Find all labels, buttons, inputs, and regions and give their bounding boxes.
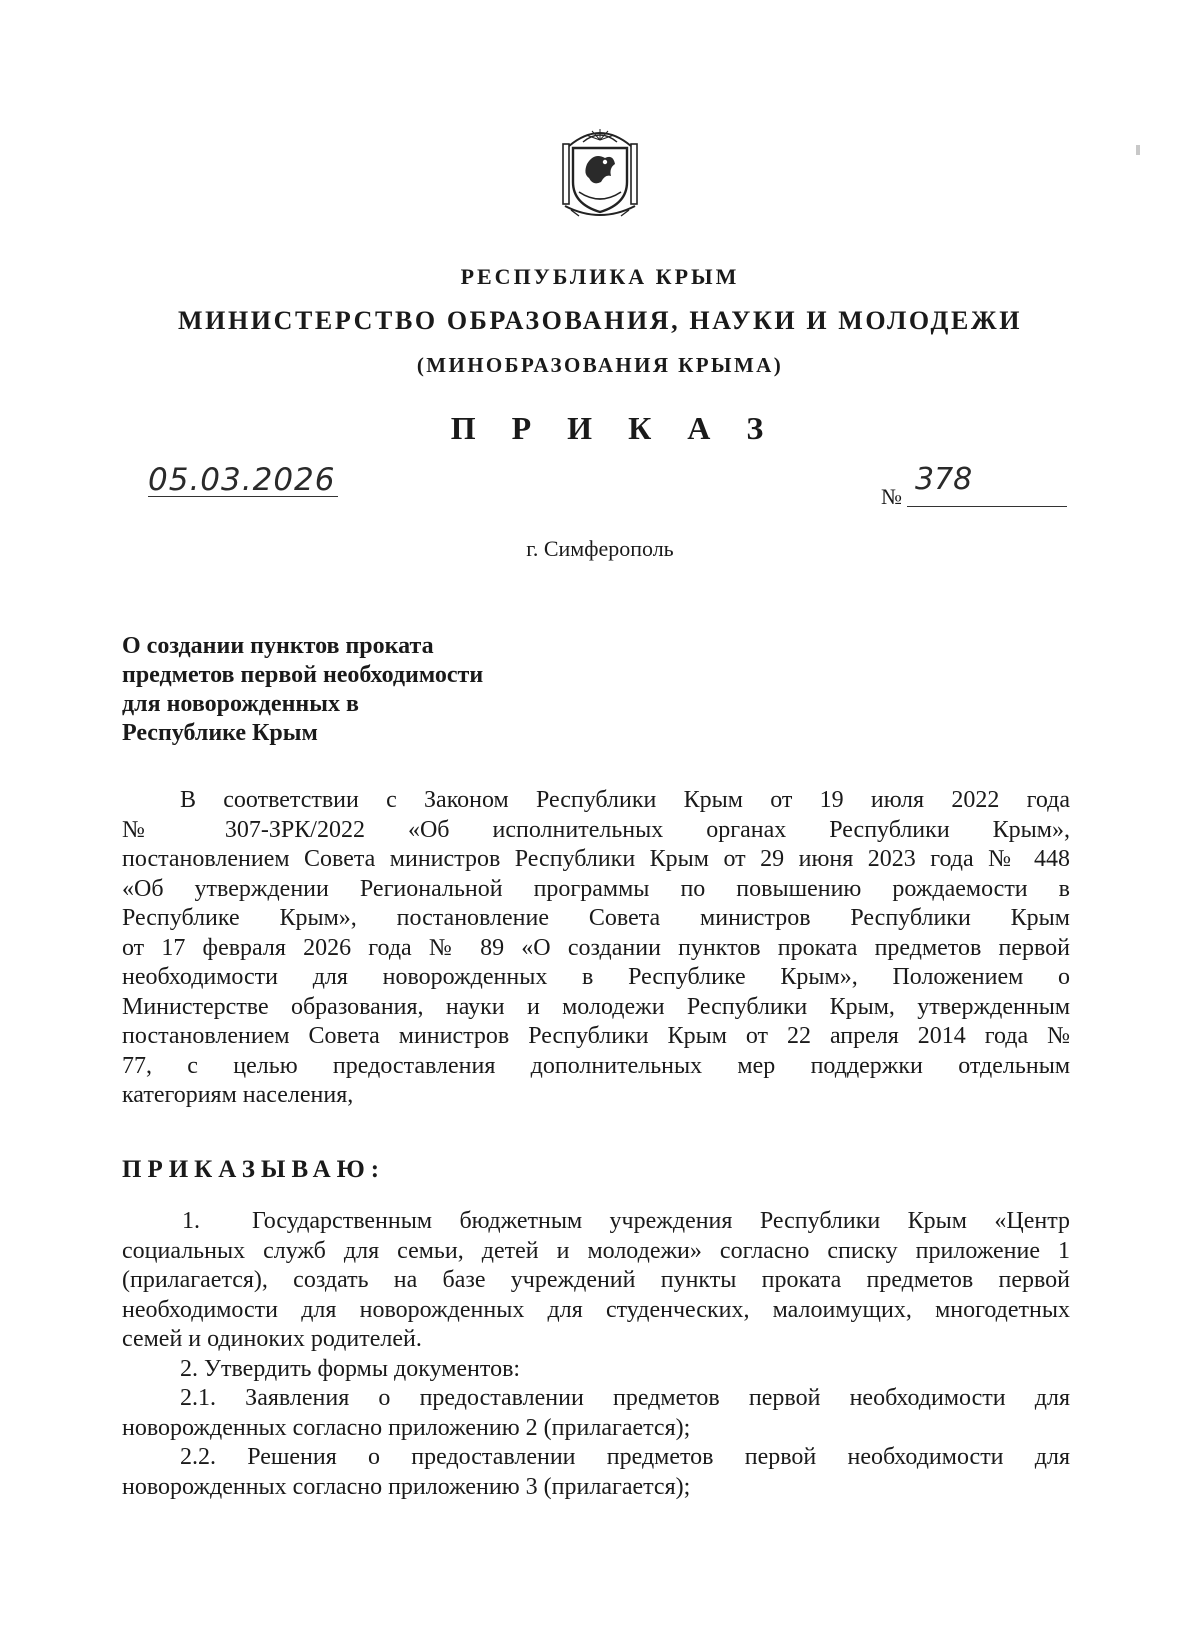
item-2-1-first-line: 2.1. Заявления о предоставлении предметов первой необходимости для — [180, 1385, 1070, 1411]
item-1-line: семей и одиноких родителей. — [122, 1326, 422, 1352]
document-type-title: П Р И К А З — [450, 410, 778, 446]
preamble-line: постановлением Совета министров Республики Крым от 29 июня 2023 года № 448 — [122, 846, 1070, 872]
crimea-coat-of-arms-icon — [549, 120, 651, 220]
subject-line: предметов первой необходимости — [122, 662, 484, 688]
date-underline — [148, 496, 338, 497]
item-1-first-line — [122, 1207, 1070, 1237]
preamble-line: Министерстве образования, науки и молодежи Республики Крым, утвержденным — [122, 993, 1070, 1020]
preamble-line: 77, с целью предоставления дополнительных мер поддержки отдельным — [122, 1052, 1070, 1079]
subject-line: для новорожденных в — [122, 691, 359, 717]
preamble-line: «Об утверждении Региональной программы по повышению рождаемости в — [122, 875, 1070, 902]
number-underline — [907, 506, 1067, 507]
item-1-line: социальных служб для семьи, детей и молодежи» согласно списку приложение 1 — [122, 1237, 1070, 1264]
preamble-line: категориям населения, — [122, 1082, 354, 1108]
scan-artifact — [1136, 145, 1140, 155]
subject-line: О создании пунктов проката — [122, 633, 434, 659]
item-1-line: необходимости для новорожденных для студенческих, малоимущих, многодетных — [122, 1296, 1070, 1323]
item-2-2-last-line: новорожденных согласно приложению 3 (прилагается); — [122, 1473, 691, 1500]
preamble-line: необходимости для новорожденных в Республике Крым», Положением о — [122, 964, 1070, 990]
item-1-text: Государственным бюджетным учреждения Республики Крым «Центр — [252, 1208, 1070, 1234]
preamble-line: постановлением Совета министров Республики Крым от 22 апреля 2014 года № — [122, 1023, 1070, 1049]
handwritten-date: 05.03.2026 — [148, 462, 336, 498]
order-items — [122, 1207, 1070, 1502]
preamble-line: № 307-ЗРК/2022 «Об исполнительных органах Республики Крым», — [122, 816, 1070, 843]
republic-title: РЕСПУБЛИКА КРЫМ — [460, 264, 740, 289]
item-1-line: (прилагается), создать на базе учреждений пункты проката предметов первой — [122, 1267, 1070, 1293]
ministry-title: МИНИСТЕРСТВО ОБРАЗОВАНИЯ, НАУКИ И МОЛОДЕЖИ — [177, 306, 1023, 335]
ministry-short-name: (МИНОБРАЗОВАНИЯ КРЫМА) — [416, 353, 784, 377]
subject-line: Республике Крым — [122, 720, 318, 746]
item-2-2-first-line: 2.2. Решения о предоставлении предметов первой необходимости для — [180, 1444, 1070, 1470]
order-subject — [122, 632, 483, 748]
number-sign: № — [881, 484, 902, 509]
preamble-paragraph — [122, 786, 1070, 1111]
preamble-line: В соответствии с Законом Республики Крым от 19 июля 2022 года — [180, 787, 1070, 813]
item-2: 2. Утвердить формы документов: — [180, 1355, 521, 1382]
item-2-1-last-line: новорожденных согласно приложению 2 (прилагается); — [122, 1414, 691, 1441]
preamble-line: от 17 февраля 2026 года № 89 «О создании пунктов проката предметов первой — [122, 934, 1070, 961]
item-1-number: 1. — [182, 1208, 200, 1234]
order-directive-heading: ПРИКАЗЫВАЮ: — [122, 1156, 386, 1183]
city-line: г. Симферополь — [526, 536, 674, 561]
handwritten-order-number: 378 — [915, 462, 973, 497]
preamble-line: Республике Крым», постановление Совета министров Республики Крым — [122, 905, 1070, 931]
